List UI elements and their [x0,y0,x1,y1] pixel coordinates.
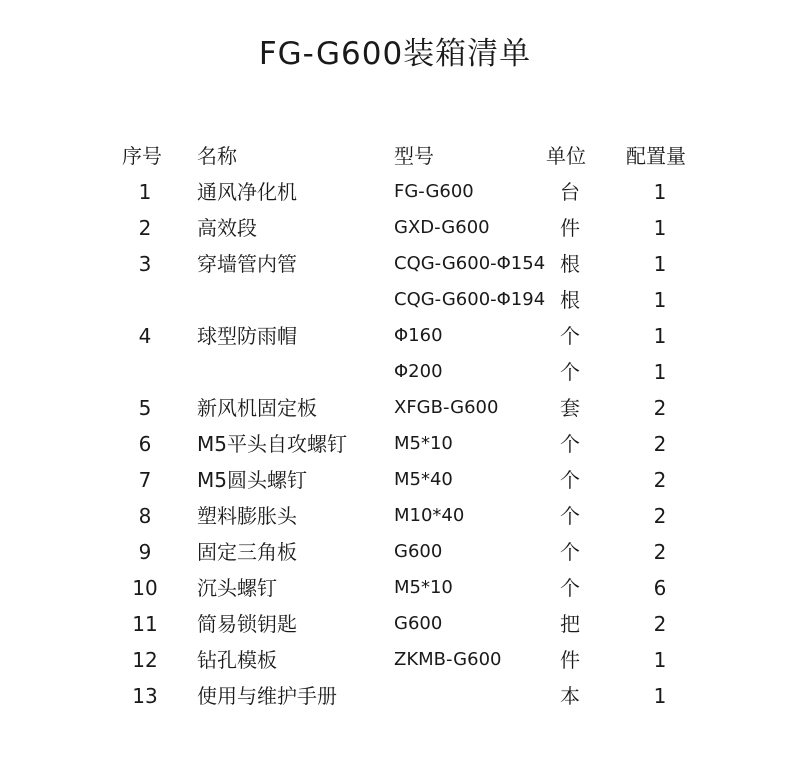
row-quantity: 2 [653,396,667,420]
row-model: CQG-G600-Φ194 [394,289,546,310]
row-unit: 件 [560,648,580,672]
table-row [0,210,790,246]
row-quantity: 2 [653,504,667,528]
row-quantity: 1 [653,216,667,240]
row-serial-number: 1 [138,180,152,204]
header-quantity: 配置量 [626,144,686,168]
header-serial-number: 序号 [122,144,162,168]
row-unit: 件 [560,216,580,240]
row-quantity: 2 [653,468,667,492]
row-serial-number: 3 [138,252,152,276]
row-quantity: 1 [653,252,667,276]
row-quantity: 2 [653,612,667,636]
row-quantity: 1 [653,180,667,204]
row-model: G600 [394,613,443,634]
row-unit: 根 [560,288,580,312]
row-unit: 个 [560,432,580,456]
header-unit: 单位 [546,144,586,168]
row-serial-number: 10 [132,576,158,600]
row-name: 塑料膨胀头 [197,504,297,528]
row-model: GXD-G600 [394,217,490,238]
table-row [0,534,790,570]
row-model: XFGB-G600 [394,397,499,418]
row-model: FG-G600 [394,181,474,202]
table-row [0,606,790,642]
row-unit: 本 [560,684,580,708]
row-model: Φ200 [394,361,443,382]
row-unit: 个 [560,360,580,384]
header-name: 名称 [197,144,237,168]
row-unit: 把 [560,612,580,636]
header-model: 型号 [394,144,434,168]
row-quantity: 1 [653,360,667,384]
row-serial-number: 9 [138,540,152,564]
row-quantity: 1 [653,324,667,348]
table-header-row [0,138,790,174]
row-unit: 台 [560,180,580,204]
table-row [0,678,790,714]
row-quantity: 1 [653,648,667,672]
row-unit: 个 [560,504,580,528]
row-serial-number: 8 [138,504,152,528]
row-unit: 个 [560,576,580,600]
row-model: M5*10 [394,433,453,454]
row-name: 沉头螺钉 [197,576,277,600]
table-row [0,246,790,282]
row-name: 简易锁钥匙 [197,612,297,636]
table-row [0,390,790,426]
packing-list-table [0,138,790,714]
table-row [0,426,790,462]
row-serial-number: 11 [132,612,158,636]
table-row [0,318,790,354]
row-serial-number: 4 [138,324,152,348]
row-model: Φ160 [394,325,443,346]
row-name: 钻孔模板 [197,648,277,672]
row-quantity: 6 [653,576,667,600]
row-serial-number: 12 [132,648,158,672]
row-unit: 个 [560,540,580,564]
row-name: M5圆头螺钉 [197,468,307,492]
row-name: 穿墙管内管 [197,252,297,276]
row-model: M10*40 [394,505,465,526]
row-name: 球型防雨帽 [197,324,297,348]
row-unit: 个 [560,468,580,492]
row-quantity: 2 [653,432,667,456]
row-quantity: 1 [653,684,667,708]
row-name: 新风机固定板 [197,396,317,420]
row-name: 通风净化机 [197,180,297,204]
table-row [0,642,790,678]
table-row [0,174,790,210]
row-model: CQG-G600-Φ154 [394,253,546,274]
row-serial-number: 6 [138,432,152,456]
row-quantity: 2 [653,540,667,564]
row-model: G600 [394,541,443,562]
table-row [0,462,790,498]
row-name: M5平头自攻螺钉 [197,432,347,456]
row-quantity: 1 [653,288,667,312]
row-name: 固定三角板 [197,540,297,564]
row-unit: 根 [560,252,580,276]
table-row [0,282,790,318]
row-serial-number: 2 [138,216,152,240]
row-serial-number: 7 [138,468,152,492]
row-model: ZKMB-G600 [394,649,502,670]
table-row [0,570,790,606]
row-serial-number: 13 [132,684,158,708]
page-title: FG-G600装箱清单 [258,36,532,72]
row-name: 使用与维护手册 [197,684,337,708]
table-row [0,354,790,390]
table-row [0,498,790,534]
row-name: 高效段 [197,216,257,240]
row-model: M5*10 [394,577,453,598]
row-model: M5*40 [394,469,453,490]
row-unit: 个 [560,324,580,348]
row-serial-number: 5 [138,396,152,420]
row-unit: 套 [560,396,580,420]
